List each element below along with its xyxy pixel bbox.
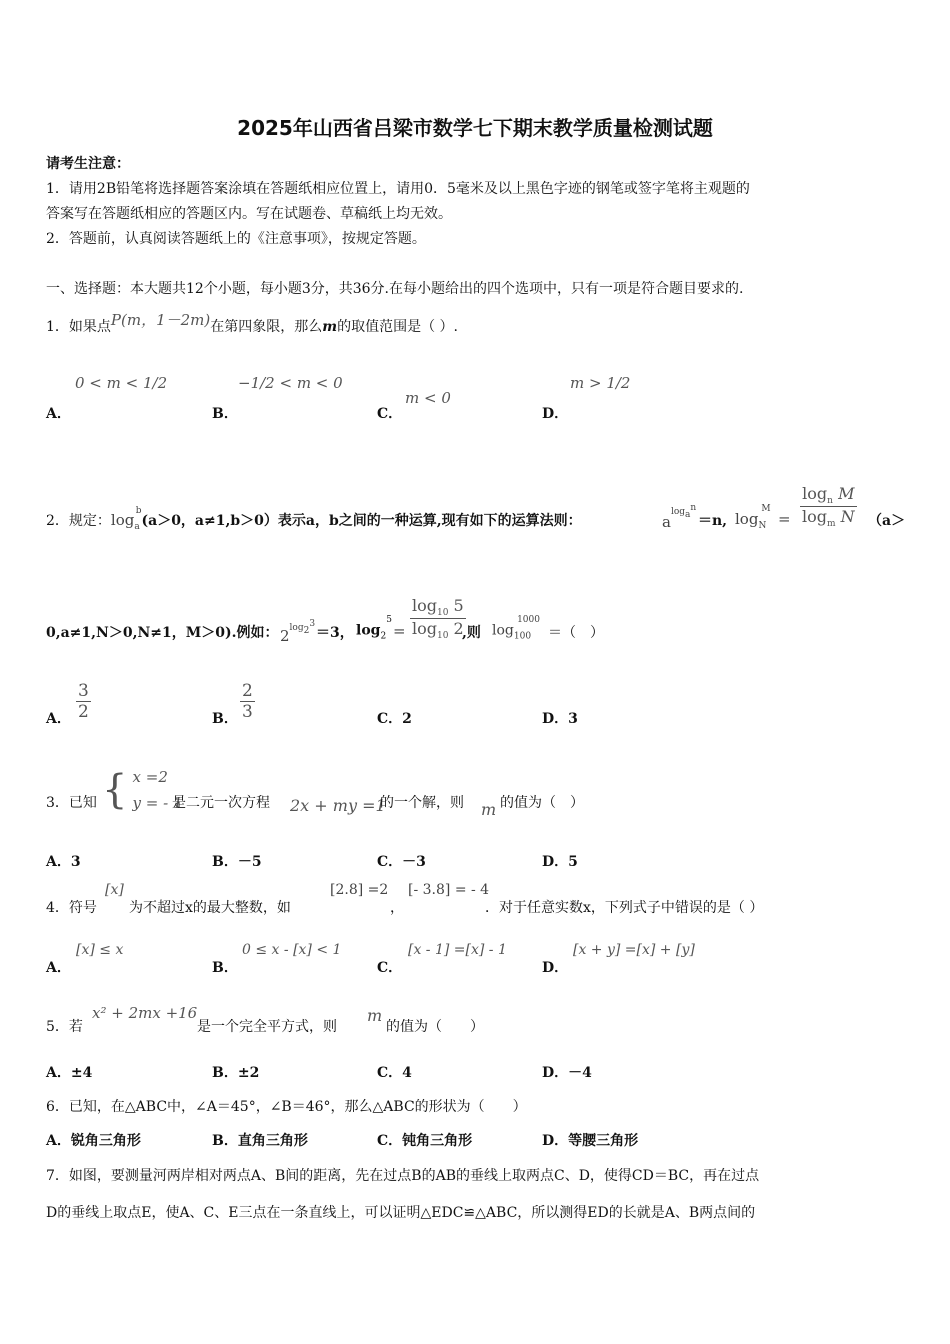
question-1 [46, 311, 458, 336]
q2-example2-equals: = [393, 622, 406, 640]
q4-option-b-letter[interactable]: B． [212, 960, 238, 976]
question-2-line-1: 2．规定：$\log_a^b(a>0$，a≠1,b＞0）表示a，b之间的一种运算,现有如下的运算法则： [46, 506, 582, 532]
q2-option-a-fraction: $\frac{3}{2}$ [78, 681, 89, 722]
notice-line-3: 2．答题前，认真阅读答题纸上的《注意事项》，按规定答题。 [46, 231, 426, 247]
q4-option-d-letter[interactable]: D． [542, 960, 569, 976]
q1-point: P(m，1－2m) [110, 311, 211, 329]
q1-option-b-expr: −1/2 < m < 0 [238, 374, 343, 392]
q3-option-b[interactable]: B．－5 [212, 854, 262, 870]
q1-option-d-expr: m > 1/2 [570, 374, 631, 392]
q5-prefix: 5．若 [46, 1019, 83, 1035]
q3-option-a[interactable]: A．3 [46, 854, 81, 870]
q1-suffix-a: 在第四象限，那么 [210, 319, 323, 335]
q3-var: m [481, 800, 497, 819]
q3-suffix: 的一个解，则 [380, 795, 464, 811]
q2-then: ,则 [462, 625, 481, 641]
q4-example-1: [2.8] =2 [330, 882, 389, 898]
q1-option-a-letter[interactable]: A． [46, 406, 71, 422]
q5-option-d[interactable]: D．－4 [542, 1065, 592, 1081]
q2-ask: ＝（ ） [548, 625, 604, 641]
q3-prefix: 3．已知 [46, 795, 97, 811]
q4-comma: ， [390, 900, 404, 916]
q2-question-expr: $\log_{100}^{1000}$ [492, 615, 540, 642]
q2-rule2-equals: = [778, 510, 791, 528]
q2-option-d[interactable]: D．3 [542, 711, 578, 727]
q4-end: ．对于任意实数x，下列式子中错误的是（ ） [485, 900, 764, 916]
q3-option-d[interactable]: D．5 [542, 854, 578, 870]
q2-rule2-fraction: $\frac{\log_n M}{\log_m N}$ [802, 484, 855, 530]
notice-line-1: 1．请用2B铅笔将选择题答案涂填在答题纸相应位置上，请用0．5毫米及以上黑色字迹的钢笔或签字笔将主观题的 [46, 181, 750, 197]
q2-rule2-left: $\log_N^M$ [735, 504, 771, 531]
q1-var: m [322, 319, 338, 335]
q5-option-b[interactable]: B．±2 [212, 1065, 260, 1081]
q1-suffix-b: 的取值范围是（ ）. [337, 319, 458, 335]
q3-end: 的值为（ ） [500, 795, 584, 811]
q2-prefix: 2．规定： [46, 513, 111, 529]
q4-option-c-expr: [x - 1] =[x] - 1 [408, 942, 507, 958]
q6-option-d[interactable]: D．等腰三角形 [542, 1133, 639, 1149]
q2-cond2: （a＞ [868, 513, 906, 529]
q4-mid: 为不超过x的最大整数，如 [129, 900, 291, 916]
q5-mid: 是一个完全平方式，则 [197, 1019, 337, 1035]
q3-mid: 是二元一次方程 [172, 795, 270, 811]
q2-example1-end: ＝3， [316, 625, 354, 641]
q4-option-d-expr: [x + y] =[x] + [y] [573, 942, 695, 958]
q1-option-a-expr: 0 < m < 1/2 [75, 374, 168, 392]
q3-option-c[interactable]: C．－3 [377, 854, 426, 870]
question-7-line-1: 7．如图，要测量河两岸相对两点A、B间的距离，先在过点B的AB的垂线上取两点C、D，使得CD＝BC，再在过点 [46, 1168, 760, 1184]
notice-line-2: 答案写在答题纸相应的答题区内。写在试题卷、草稿纸上均无效。 [46, 206, 452, 222]
question-6: 6．已知，在△ABC中，∠A＝45°，∠B＝46°，那么△ABC的形状为（ ） [46, 1099, 527, 1115]
q2-example2-fraction: $\frac{\log_{10} 5}{\log_{10} 2}$ [412, 596, 464, 642]
q5-option-c[interactable]: C．4 [377, 1065, 412, 1081]
q2-example1-expr: $2^{log_2^3}$ [280, 619, 316, 645]
q4-example-2: [- 3.8] = - 4 [408, 882, 490, 898]
q6-option-c[interactable]: C．钝角三角形 [377, 1133, 473, 1149]
q2-example2-log: $\log_2^5$ [356, 615, 392, 642]
q2-rule1-end: ＝n, [698, 513, 728, 529]
q3-equation: 2x + my =1 [290, 796, 386, 815]
q6-option-a[interactable]: A．锐角三角形 [46, 1133, 141, 1149]
q2-option-b-letter[interactable]: B． [212, 711, 238, 727]
q4-prefix: 4．符号 [46, 900, 97, 916]
q2-cond1: (a＞0，a≠1,b＞0）表示a，b之间的一种运算,现有如下的运算法则： [141, 513, 582, 529]
q1-prefix: 1．如果点 [46, 319, 111, 335]
notice-heading: 请考生注意： [46, 156, 130, 172]
page-title: 2025年山西省吕梁市数学七下期末教学质量检测试题 [237, 116, 713, 140]
question-7-line-2: D的垂线上取点E，使A、C、E三点在一条直线上，可以证明△EDC≌△ABC，所以测得ED的长就是A、B两点间的 [46, 1205, 756, 1221]
q5-expression: x² + 2mx +16 [92, 1004, 198, 1022]
q1-option-c-expr: m < 0 [405, 389, 451, 407]
q4-option-b-expr: 0 ≤ x - [x] < 1 [242, 942, 342, 958]
q1-option-d-letter[interactable]: D． [542, 406, 569, 422]
q3-system: { x =2 y = - 1 [102, 767, 183, 813]
q1-option-c-letter[interactable]: C． [377, 406, 403, 422]
q2-line2-start: 0,a≠1,N＞0,N≠1，M＞0).例如： [46, 625, 279, 641]
q1-option-b-letter[interactable]: B． [212, 406, 238, 422]
section-heading: 一、选择题：本大题共12个小题，每小题3分，共36分.在每小题给出的四个选项中，只有一项是符合题目要求的. [46, 281, 744, 297]
q5-var: m [367, 1006, 383, 1025]
q2-option-c[interactable]: C．2 [377, 711, 412, 727]
q4-option-c-letter[interactable]: C． [377, 960, 403, 976]
q5-option-a[interactable]: A．±4 [46, 1065, 93, 1081]
q4-option-a-expr: [x] ≤ x [76, 942, 124, 958]
q6-option-b[interactable]: B．直角三角形 [212, 1133, 308, 1149]
q4-option-a-letter[interactable]: A． [46, 960, 71, 976]
q5-end: 的值为（ ） [386, 1019, 484, 1035]
q2-rule1-expr: $a^{log_a^n}$ [662, 503, 697, 531]
q2-option-a-letter[interactable]: A． [46, 711, 71, 727]
q4-symbol: [x] [105, 882, 124, 898]
q2-option-b-fraction: $\frac{2}{3}$ [242, 681, 253, 722]
